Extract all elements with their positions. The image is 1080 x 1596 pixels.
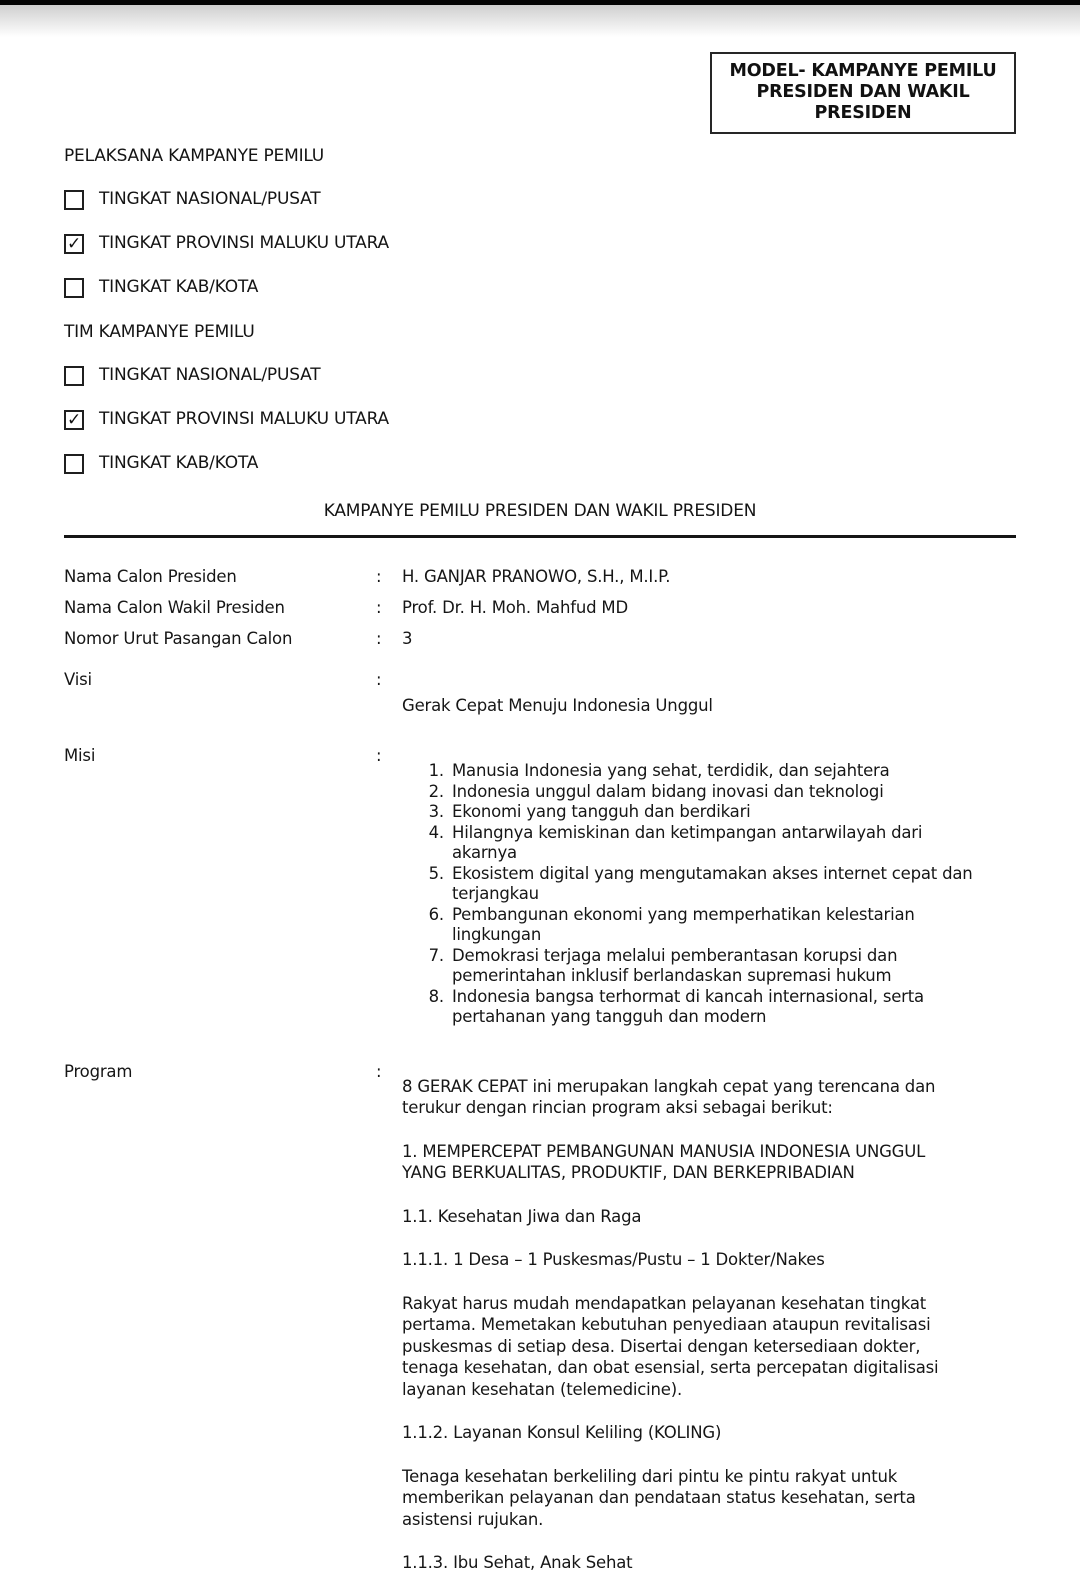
field-colon: : bbox=[376, 598, 382, 617]
tim-section-title: TIM KAMPANYE PEMILU bbox=[64, 322, 255, 342]
field-label: Misi bbox=[64, 746, 96, 765]
misi-item: 8. Indonesia bangsa terhormat di kancah internasional, serta pertahanan yang tangguh dan modern bbox=[449, 987, 974, 1028]
pelaksana-section-title: PELAKSANA KAMPANYE PEMILU bbox=[64, 146, 325, 166]
field-label: Nomor Urut Pasangan Calon bbox=[64, 629, 293, 648]
field-label: Nama Calon Presiden bbox=[64, 567, 237, 586]
field-value-visi: Gerak Cepat Menuju Indonesia Unggul bbox=[402, 696, 713, 715]
program-paragraph: 1.1.2. Layanan Konsul Keliling (KOLING) bbox=[402, 1423, 722, 1442]
tim-option-nasional bbox=[64, 363, 1016, 386]
misi-item: 7. Demokrasi terjaga melalui pemberantasan korupsi dan pemerintahan inklusif berlandaskan supremasi hukum bbox=[449, 946, 974, 987]
field-row-nomor-urut bbox=[64, 628, 1016, 649]
checkbox-label: TINGKAT NASIONAL/PUSAT bbox=[99, 364, 321, 385]
pelaksana-option-kabkota bbox=[64, 275, 1016, 298]
field-colon: : bbox=[376, 1061, 382, 1081]
misi-list bbox=[402, 761, 974, 1028]
field-label: Visi bbox=[64, 670, 92, 689]
field-colon: : bbox=[376, 629, 382, 648]
field-value-presiden: H. GANJAR PRANOWO, S.H., M.I.P. bbox=[402, 567, 671, 586]
field-label: Nama Calon Wakil Presiden bbox=[64, 598, 285, 617]
field-colon: : bbox=[376, 670, 382, 689]
program-paragraph: 8 GERAK CEPAT ini merupakan langkah cepat yang terencana dan terukur dengan rincian program aksi sebagai berikut: bbox=[402, 1076, 936, 1117]
misi-item: 4. Hilangnya kemiskinan dan ketimpangan antarwilayah dari akarnya bbox=[449, 823, 974, 864]
scan-top-shadow bbox=[0, 5, 1080, 37]
fields-block bbox=[64, 566, 1016, 1596]
pelaksana-option-provinsi bbox=[64, 231, 1016, 254]
program-paragraph: Tenaga kesehatan berkeliling dari pintu ke pintu rakyat untuk memberikan pelayanan dan pendataan status kesehatan, serta asistensi rujukan. bbox=[402, 1466, 916, 1529]
program-paragraph: Rakyat harus mudah mendapatkan pelayanan kesehatan tingkat pertama. Memetakan kebutuhan penyediaan ataupun revitalisasi puskesmas di setiap desa. Disertai dengan ketersediaan dokter, tenaga kesehatan, dan obat esensial, serta percepatan digitalisasi layanan kesehatan (telemedicine). bbox=[402, 1293, 939, 1399]
field-value-wakil: Prof. Dr. H. Moh. Mahfud MD bbox=[402, 598, 628, 617]
checkbox-label: TINGKAT KAB/KOTA bbox=[99, 276, 259, 297]
tim-option-provinsi bbox=[64, 407, 1016, 430]
field-value-nomor-urut: 3 bbox=[402, 629, 413, 648]
document-content bbox=[0, 52, 1080, 1596]
pelaksana-option-nasional bbox=[64, 187, 1016, 210]
model-label-box bbox=[710, 52, 1016, 134]
field-row-program bbox=[64, 1061, 1016, 1596]
field-colon: : bbox=[376, 567, 382, 586]
misi-item: 3. Ekonomi yang tangguh dan berdikari bbox=[449, 802, 974, 823]
checkbox-tim-nasional[interactable] bbox=[64, 366, 84, 386]
program-paragraph: 1. MEMPERCEPAT PEMBANGUNAN MANUSIA INDONESIA UNGGUL YANG BERKUALITAS, PRODUKTIF, DAN BERKEPRIBADIAN bbox=[402, 1141, 926, 1182]
checkbox-pelaksana-nasional[interactable] bbox=[64, 190, 84, 210]
field-row-visi bbox=[64, 669, 1016, 716]
misi-item: 6. Pembangunan ekonomi yang memperhatikan kelestarian lingkungan bbox=[449, 905, 974, 946]
misi-item: 2. Indonesia unggul dalam bidang inovasi dan teknologi bbox=[449, 782, 974, 803]
field-row-presiden bbox=[64, 566, 1016, 587]
tim-option-kabkota bbox=[64, 451, 1016, 474]
checkbox-pelaksana-provinsi[interactable]: ✓ bbox=[64, 234, 84, 254]
program-paragraph: 1.1.3. Ibu Sehat, Anak Sehat bbox=[402, 1553, 633, 1572]
checkbox-label: TINGKAT PROVINSI MALUKU UTARA bbox=[99, 232, 389, 253]
program-paragraph: 1.1.1. 1 Desa – 1 Puskesmas/Pustu – 1 Dokter/Nakes bbox=[402, 1250, 825, 1269]
checkbox-label: TINGKAT PROVINSI MALUKU UTARA bbox=[99, 408, 389, 429]
program-paragraphs bbox=[402, 1061, 1016, 1596]
model-box-row bbox=[64, 52, 1016, 134]
model-box-title: MODEL- KAMPANYE PEMILU PRESIDEN DAN WAKIL PRESIDEN bbox=[729, 61, 997, 123]
checkbox-tim-kabkota[interactable] bbox=[64, 454, 84, 474]
campaign-title: KAMPANYE PEMILU PRESIDEN DAN WAKIL PRESIDEN bbox=[323, 501, 757, 521]
misi-item: 5. Ekosistem digital yang mengutamakan akses internet cepat dan terjangkau bbox=[449, 864, 974, 905]
checkbox-pelaksana-kabkota[interactable] bbox=[64, 278, 84, 298]
field-row-misi bbox=[64, 745, 1016, 1028]
misi-item: 1. Manusia Indonesia yang sehat, terdidik, dan sejahtera bbox=[449, 761, 974, 782]
field-colon: : bbox=[376, 746, 382, 765]
program-paragraph: 1.1. Kesehatan Jiwa dan Raga bbox=[402, 1206, 642, 1226]
divider-rule bbox=[64, 535, 1016, 538]
misi-value bbox=[402, 745, 1016, 1028]
field-label: Program bbox=[64, 1061, 133, 1081]
checkbox-tim-provinsi[interactable]: ✓ bbox=[64, 410, 84, 430]
field-row-wakil bbox=[64, 597, 1016, 618]
checkbox-label: TINGKAT KAB/KOTA bbox=[99, 452, 259, 473]
checkbox-label: TINGKAT NASIONAL/PUSAT bbox=[99, 188, 321, 209]
